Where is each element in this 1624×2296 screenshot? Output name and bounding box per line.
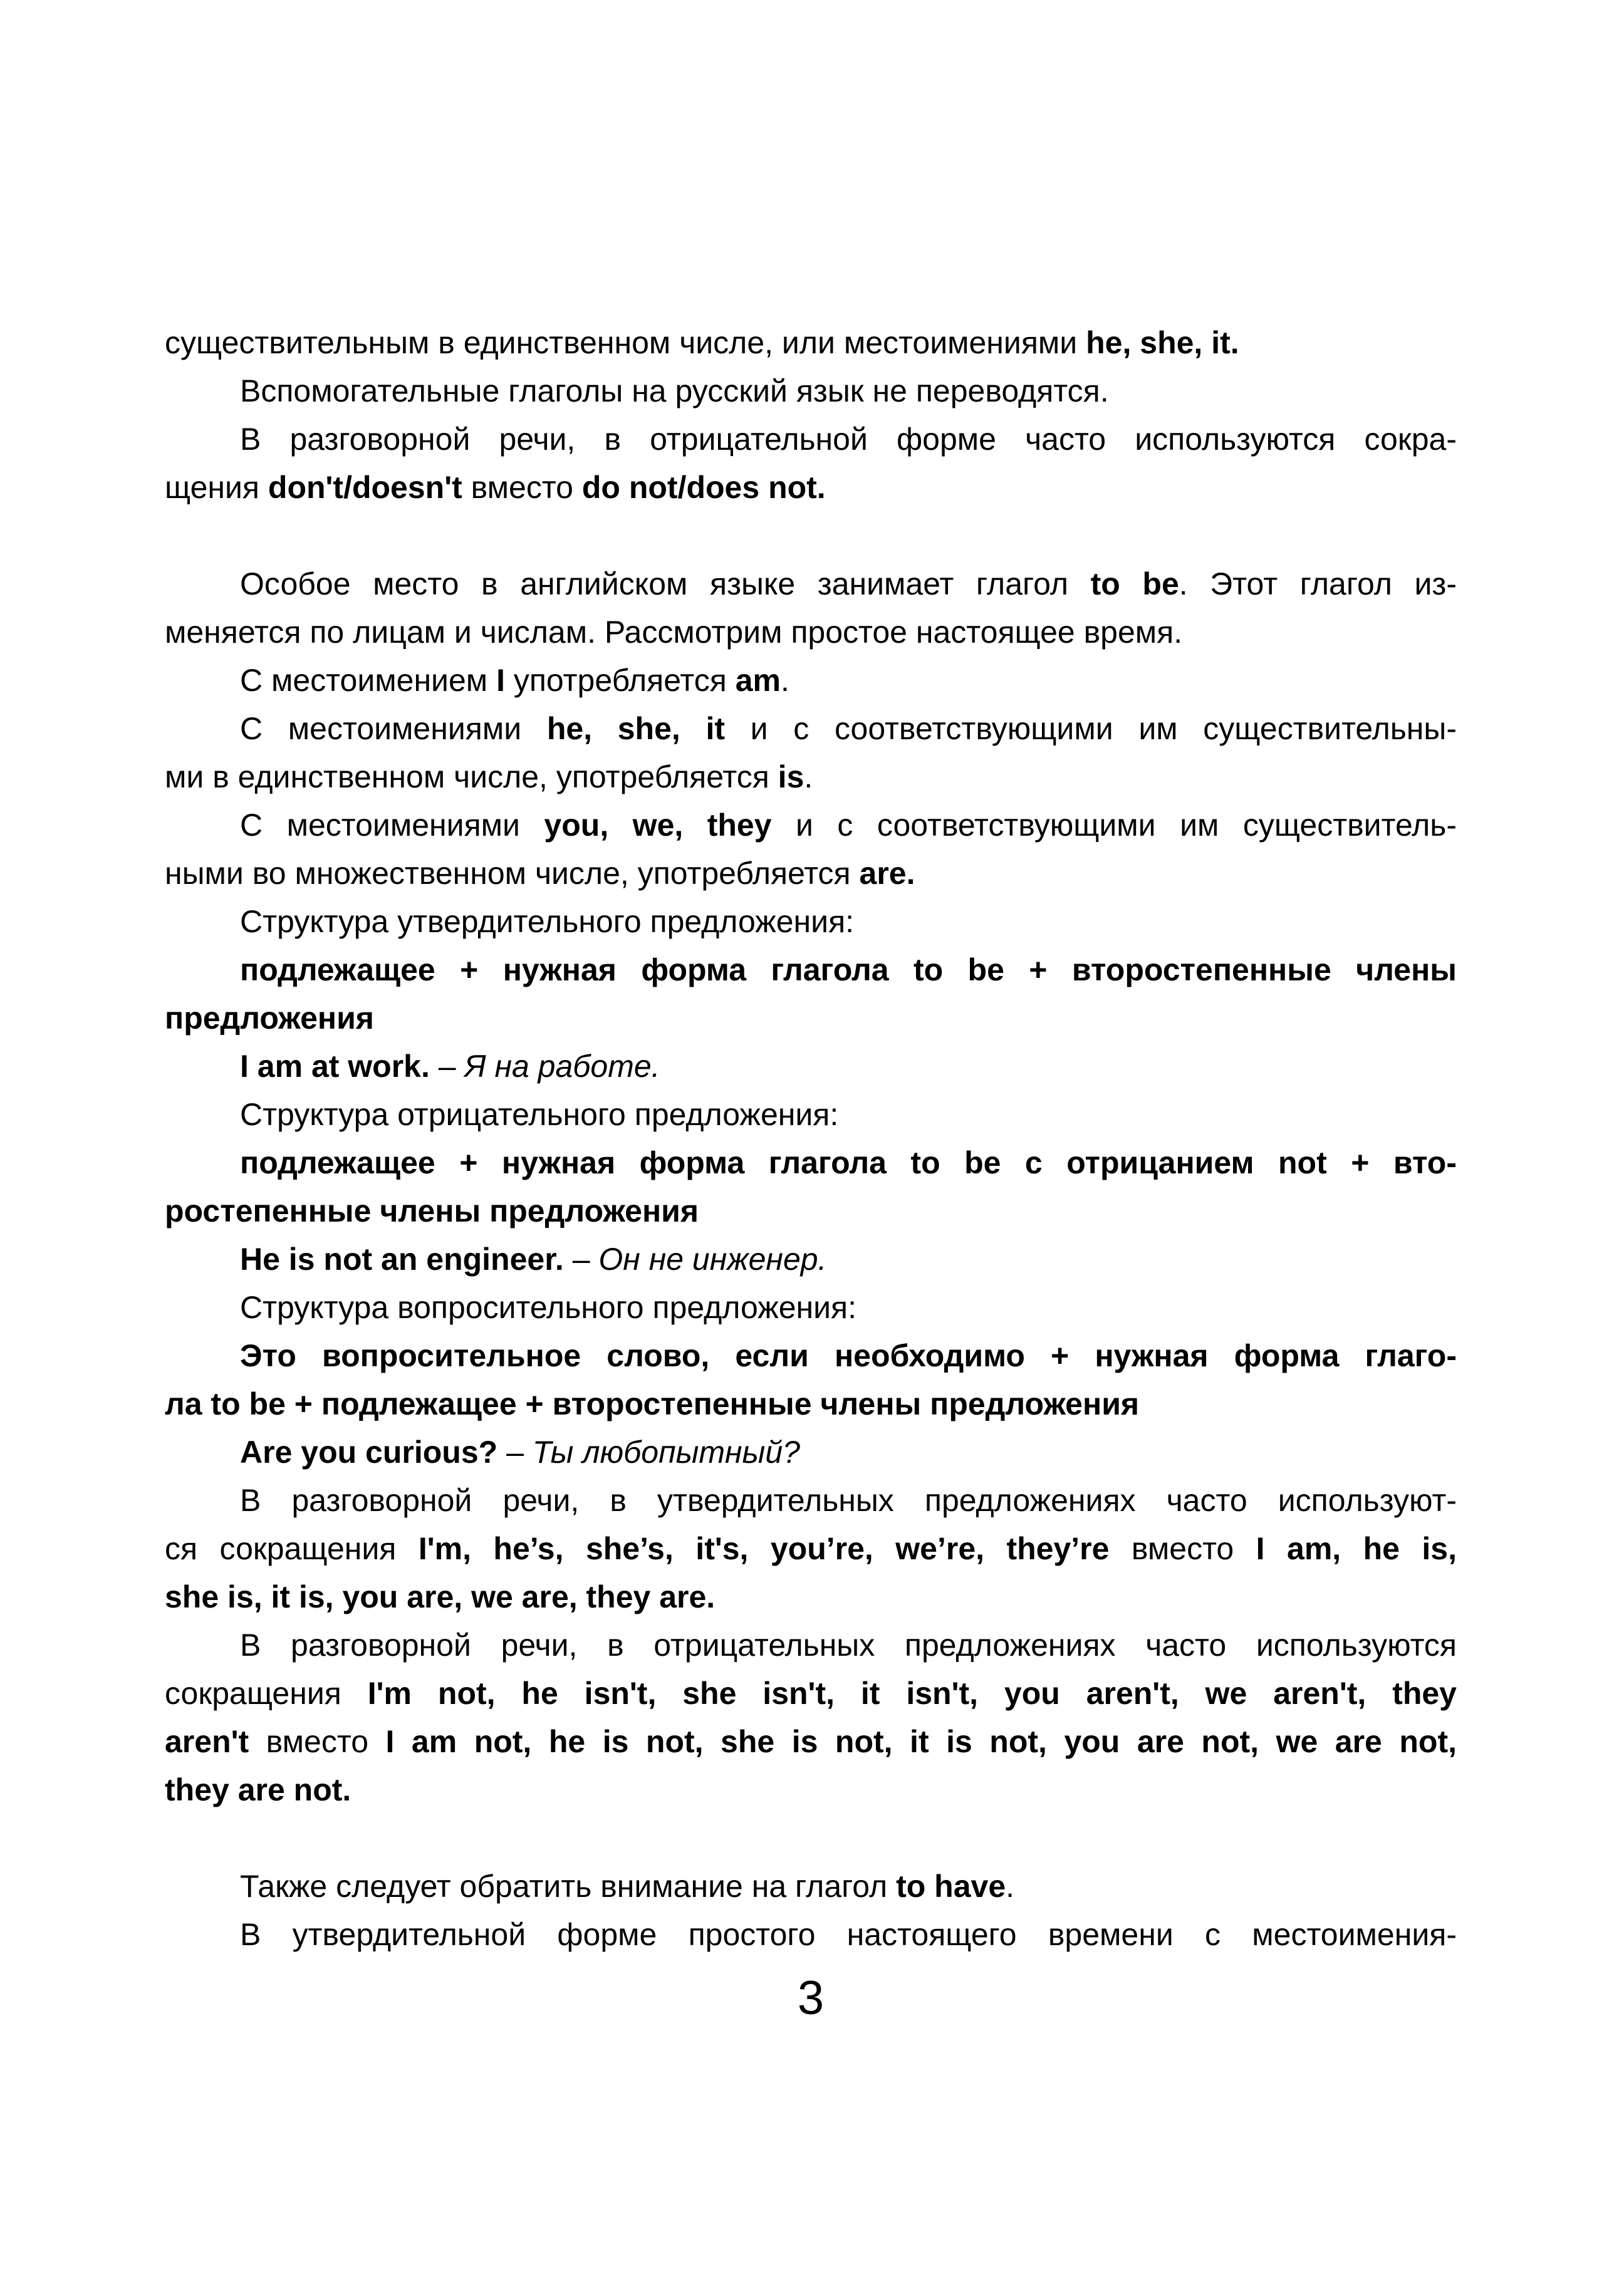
bold-text: is [778, 759, 804, 794]
regular-text: Также следует обратить внимание на глагол [240, 1869, 897, 1904]
text-line [165, 1862, 1457, 1911]
text-line [165, 560, 1457, 608]
text-line [165, 1332, 1457, 1380]
bold-text: you, we, they [544, 808, 772, 843]
bold-text: don't/doesn't [268, 470, 462, 505]
bold-text: I [496, 663, 505, 698]
bold-text: I am at work. [240, 1049, 430, 1084]
text-block [165, 319, 1457, 1959]
regular-text: С местоимениями [240, 711, 547, 746]
regular-text: ными во множественном числе, употребляется [165, 856, 860, 891]
text-line [165, 1091, 1457, 1139]
regular-text: В разговорной речи, в отрицательных предложениях часто используются [240, 1628, 1457, 1663]
text-line [165, 464, 1457, 512]
bold-text: he, she, it. [1086, 325, 1239, 360]
bold-text: am [735, 663, 781, 698]
regular-text: С местоимением [240, 663, 497, 698]
text-line [165, 1766, 1457, 1814]
regular-text: вместо [1109, 1531, 1256, 1566]
text-line [165, 898, 1457, 946]
regular-text: и с соответствующими им существительны- [725, 711, 1457, 746]
text-line [165, 657, 1457, 705]
bold-text: Это вопросительное слово, если необходимо + нужная форма глаго- [240, 1338, 1457, 1373]
bold-text: Are you curious? [240, 1435, 498, 1470]
bold-text: he, she, it [546, 711, 726, 746]
regular-text: существительным в единственном числе, или местоимениями [165, 325, 1086, 360]
regular-text: вместо [249, 1724, 386, 1759]
bold-text: ростепенные члены предложения [165, 1193, 699, 1229]
regular-text: щения [165, 470, 268, 505]
bold-text: He is not an engineer. [240, 1242, 564, 1277]
italic-text: Ты любопытный? [532, 1435, 800, 1470]
regular-text: и с соответствующими им существитель- [771, 808, 1457, 843]
bold-text: I'm not, he isn't, she isn't, it isn't, you aren't, we aren't, they [367, 1676, 1457, 1711]
regular-text: вместо [462, 470, 582, 505]
regular-text: меняется по лицам и числам. Рассмотрим простое настоящее время. [165, 615, 1183, 650]
text-line [165, 705, 1457, 753]
regular-text: Особое место в английском языке занимает глагол [240, 566, 1091, 601]
regular-text: сокращения [165, 1676, 368, 1711]
text-line [165, 849, 1457, 898]
blank-line [165, 1814, 1457, 1862]
regular-text: . [1006, 1869, 1015, 1904]
bold-text: предложения [165, 1000, 374, 1036]
text-line [165, 946, 1457, 994]
text-line [165, 1139, 1457, 1187]
text-line [165, 1428, 1457, 1477]
text-line [165, 753, 1457, 801]
regular-text: Структура утвердительного предложения: [240, 904, 855, 939]
regular-text: ми в единственном числе, употребляется [165, 759, 778, 794]
text-line [165, 1284, 1457, 1332]
bold-text: do not/does not. [581, 470, 826, 505]
regular-text: – [563, 1242, 599, 1277]
page-number: 3 [797, 1971, 825, 2025]
text-line [165, 1718, 1457, 1766]
regular-text: В утвердительной форме простого настоящего времени с местоимения- [240, 1917, 1457, 1952]
regular-text: употребляется [504, 663, 736, 698]
text-line [165, 1573, 1457, 1621]
bold-text: I am, he is, [1256, 1531, 1457, 1566]
text-line [165, 367, 1457, 415]
text-line [165, 801, 1457, 849]
regular-text: В разговорной речи, в отрицательной форме часто используются сокра- [240, 422, 1457, 457]
regular-text: . [780, 663, 789, 698]
bold-text: подлежащее + нужная форма глагола to be с отрицанием not + вто- [240, 1145, 1457, 1180]
text-line [165, 1187, 1457, 1235]
text-line [165, 994, 1457, 1042]
bold-text: they are not. [165, 1772, 351, 1807]
regular-text: Структура отрицательного предложения: [240, 1097, 839, 1132]
bold-text: I'm, he’s, she’s, it's, you’re, we’re, they’re [418, 1531, 1110, 1566]
italic-text: Я на работе. [464, 1049, 660, 1084]
bold-text: she is, it is, you are, we are, they are. [165, 1579, 716, 1614]
text-line [165, 1380, 1457, 1428]
bold-text: подлежащее + нужная форма глагола to be + второстепенные члены [240, 952, 1457, 987]
regular-text: Вспомогательные глаголы на русский язык не переводятся. [240, 373, 1109, 408]
text-line [165, 319, 1457, 367]
text-line [165, 1621, 1457, 1670]
text-line [165, 1477, 1457, 1525]
regular-text: В разговорной речи, в утвердительных предложениях часто используют- [240, 1483, 1457, 1518]
blank-line [165, 512, 1457, 560]
regular-text: ся сокращения [165, 1531, 419, 1566]
regular-text: С местоимениями [240, 808, 544, 843]
italic-text: Он не инженер. [598, 1242, 827, 1277]
bold-text: are. [859, 856, 915, 891]
regular-text: Структура вопросительного предложения: [240, 1290, 857, 1325]
text-line [165, 1525, 1457, 1573]
text-line [165, 608, 1457, 657]
regular-text: – [497, 1435, 533, 1470]
text-line [165, 1235, 1457, 1284]
regular-text: . [804, 759, 813, 794]
text-line [165, 415, 1457, 464]
bold-text: to have [896, 1869, 1006, 1904]
regular-text: – [429, 1049, 465, 1084]
bold-text: I am not, he is not, she is not, it is not, you are not, we are not, [385, 1724, 1457, 1759]
text-line [165, 1911, 1457, 1959]
regular-text: . Этот глагол из- [1179, 566, 1457, 601]
bold-text: ла to be + подлежащее + второстепенные члены предложения [165, 1386, 1140, 1421]
text-line [165, 1042, 1457, 1091]
bold-text: aren't [165, 1724, 249, 1759]
bold-text: to be [1090, 566, 1179, 601]
text-line [165, 1670, 1457, 1718]
